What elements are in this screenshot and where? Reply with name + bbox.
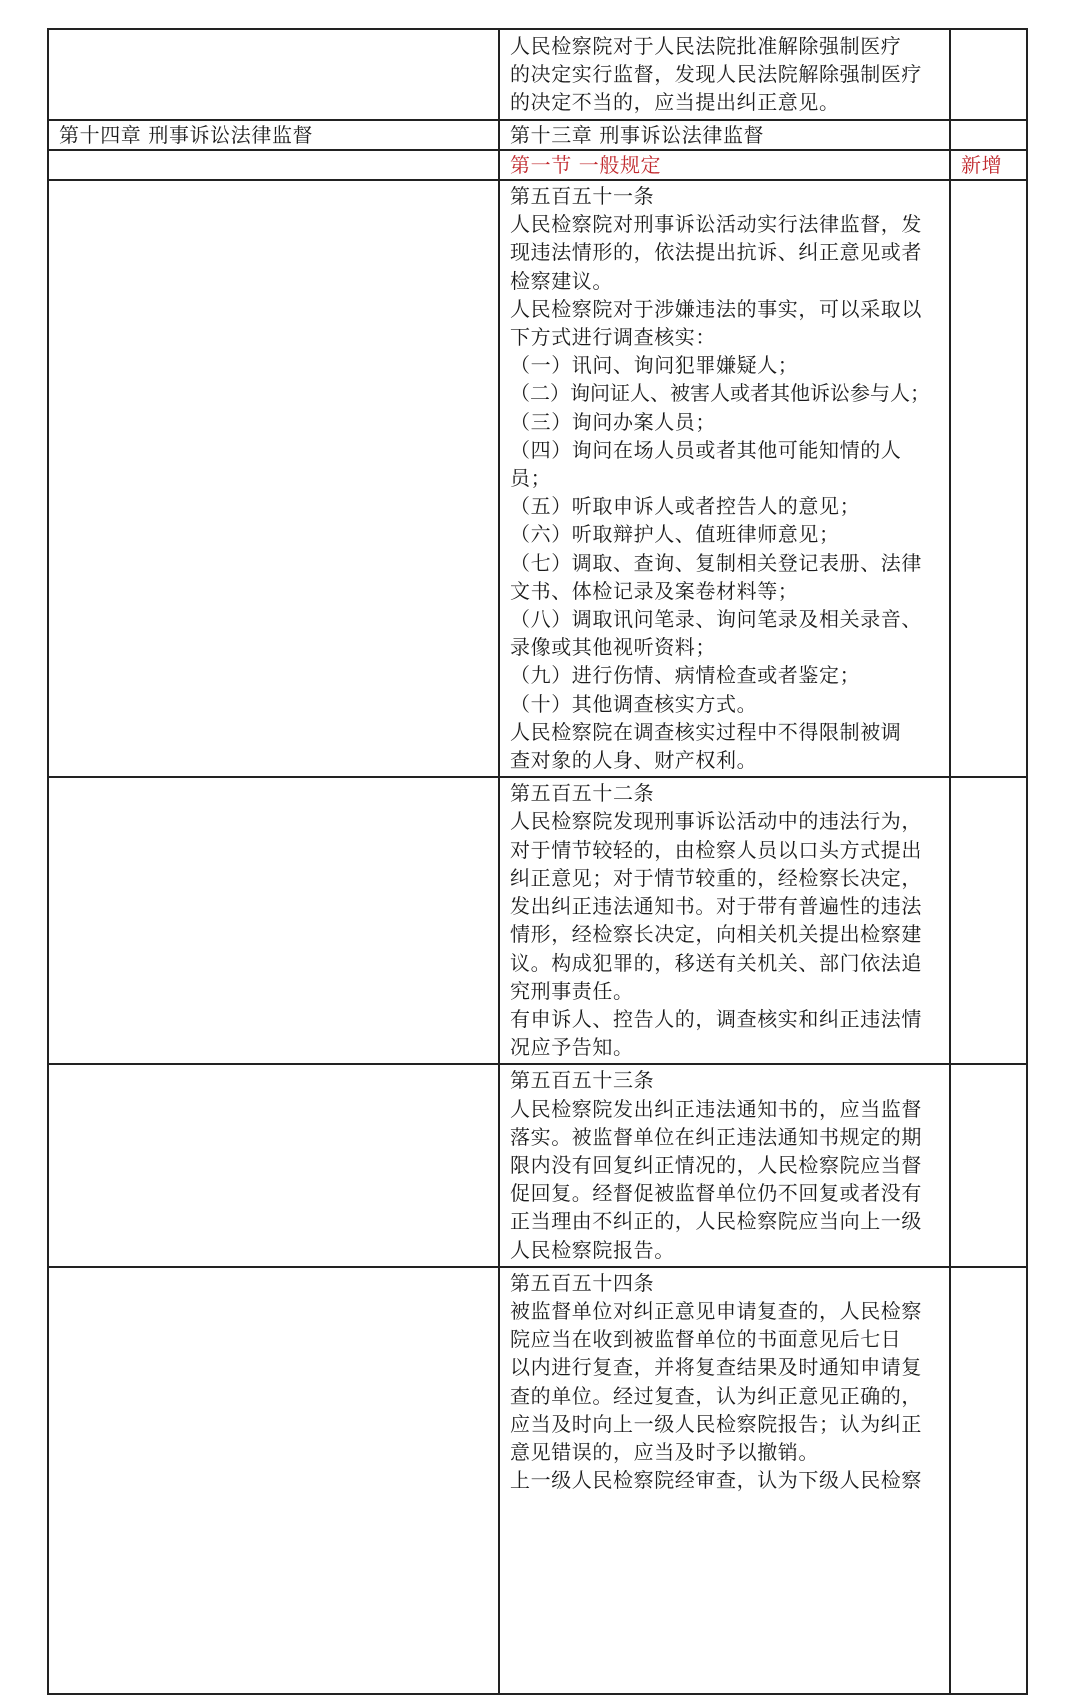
text-line: 以内进行复查，并将复查结果及时通知申请复 xyxy=(510,1355,922,1380)
text-line: 检察建议。 xyxy=(510,268,613,293)
note-cell xyxy=(950,29,1027,120)
text-line: 人民检察院报告。 xyxy=(510,1237,675,1262)
text-line: 对于情节较轻的，由检察人员以口头方式提出 xyxy=(510,837,922,862)
table-row xyxy=(48,180,1027,777)
text-line: 第十四章 刑事诉讼法律监督 xyxy=(59,122,314,147)
new-text-cell xyxy=(499,1064,950,1266)
table-row xyxy=(48,120,1027,150)
text-line: 人民检察院对刑事诉讼活动实行法律监督，发 xyxy=(510,212,922,237)
text-line: 究刑事责任。 xyxy=(510,978,634,1003)
text-line: 员； xyxy=(510,466,552,491)
note-cell xyxy=(950,1064,1027,1266)
text-line: 文书、体检记录及案卷材料等； xyxy=(510,578,799,603)
text-line: 人民检察院对于人民法院批准解除强制医疗 xyxy=(510,34,902,58)
text-line: 上一级人民检察院经审查，认为下级人民检察 xyxy=(510,1468,922,1493)
table-row xyxy=(48,777,1027,1064)
table-row xyxy=(48,150,1027,180)
text-line: 情形，经检察长决定，向相关机关提出检察建 xyxy=(510,922,922,947)
text-line: 的决定实行监督，发现人民法院解除强制医疗 xyxy=(510,62,922,87)
old-text-cell xyxy=(48,1064,499,1266)
text-line: 落实。被监督单位在纠正违法通知书规定的期 xyxy=(510,1124,922,1149)
text-line: 正当理由不纠正的，人民检察院应当向上一级 xyxy=(510,1209,922,1234)
text-line: 下方式进行调查核实： xyxy=(510,325,716,350)
text-line: （六）听取辩护人、值班律师意见； xyxy=(510,522,840,547)
text-line: 第十三章 刑事诉讼法律监督 xyxy=(510,122,765,147)
text-line: 促回复。经督促被监督单位仍不回复或者没有 xyxy=(510,1181,922,1206)
text-line: （七）调取、查询、复制相关登记表册、法律 xyxy=(510,550,922,575)
article-number: 第五百五十二条 xyxy=(510,781,655,806)
note-cell xyxy=(950,777,1027,1064)
note-cell xyxy=(950,120,1027,150)
note-cell xyxy=(950,1267,1027,1694)
text-line: （一）讯问、询问犯罪嫌疑人； xyxy=(510,353,799,378)
text-line: 意见错误的，应当及时予以撤销。 xyxy=(510,1439,819,1464)
text-line: 限内没有回复纠正情况的，人民检察院应当督 xyxy=(510,1152,922,1177)
new-text-cell xyxy=(499,180,950,777)
text-line: （四）询问在场人员或者其他可能知情的人 xyxy=(510,437,902,462)
text-line: 人民检察院发现刑事诉讼活动中的违法行为， xyxy=(510,809,922,834)
old-text-cell xyxy=(48,180,499,777)
table-row xyxy=(48,29,1027,120)
new-section-title xyxy=(499,150,950,180)
text-line: （二）询问证人、被害人或者其他诉讼参与人； xyxy=(510,381,930,406)
article-number: 第五百五十三条 xyxy=(510,1068,655,1093)
text-line: 人民检察院发出纠正违法通知书的，应当监督 xyxy=(510,1096,922,1121)
text-line: 院应当在收到被监督单位的书面意见后七日 xyxy=(510,1327,902,1352)
text-line: （三）询问办案人员； xyxy=(510,409,716,434)
text-line: 况应予告知。 xyxy=(510,1035,634,1060)
note-cell xyxy=(950,180,1027,777)
text-line: 人民检察院对于涉嫌违法的事实，可以采取以 xyxy=(510,296,922,321)
text-line: （八）调取讯问笔录、询问笔录及相关录音、 xyxy=(510,607,922,632)
article-number: 第五百五十四条 xyxy=(510,1270,655,1295)
old-text-cell xyxy=(48,150,499,180)
text-line: 人民检察院在调查核实过程中不得限制被调 xyxy=(510,719,902,744)
text-line: 纠正意见；对于情节较重的，经检察长决定， xyxy=(510,865,922,890)
new-text-cell xyxy=(499,29,950,120)
text-line: （九）进行伤情、病情检查或者鉴定； xyxy=(510,663,861,688)
text-line: 查的单位。经过复查，认为纠正意见正确的， xyxy=(510,1383,922,1408)
article-number: 第五百五十一条 xyxy=(510,184,655,209)
note-added-label: 新增 xyxy=(961,152,1003,177)
comparison-table xyxy=(47,28,1028,1695)
text-line: （十）其他调查核实方式。 xyxy=(510,691,758,716)
table-row xyxy=(48,1267,1027,1694)
old-text-cell xyxy=(48,777,499,1064)
text-line: 议。构成犯罪的，移送有关机关、部门依法追 xyxy=(510,950,922,975)
text-line: 查对象的人身、财产权利。 xyxy=(510,748,758,773)
old-text-cell xyxy=(48,29,499,120)
new-text-cell xyxy=(499,777,950,1064)
new-chapter-title xyxy=(499,120,950,150)
text-line: 应当及时向上一级人民检察院报告；认为纠正 xyxy=(510,1411,922,1436)
text-line: （五）听取申诉人或者控告人的意见； xyxy=(510,494,861,519)
text-line: 第一节 一般规定 xyxy=(510,152,662,177)
text-line: 发出纠正违法通知书。对于带有普遍性的违法 xyxy=(510,894,922,919)
note-cell xyxy=(950,150,1027,180)
new-text-cell xyxy=(499,1267,950,1694)
text-line: 录像或其他视听资料； xyxy=(510,635,716,660)
text-line: 有申诉人、控告人的，调查核实和纠正违法情 xyxy=(510,1006,922,1031)
text-line: 的决定不当的，应当提出纠正意见。 xyxy=(510,90,840,115)
old-chapter-title xyxy=(48,120,499,150)
text-line: 被监督单位对纠正意见申请复查的，人民检察 xyxy=(510,1298,922,1323)
old-text-cell xyxy=(48,1267,499,1694)
table-row xyxy=(48,1064,1027,1266)
text-line: 现违法情形的，依法提出抗诉、纠正意见或者 xyxy=(510,240,922,265)
